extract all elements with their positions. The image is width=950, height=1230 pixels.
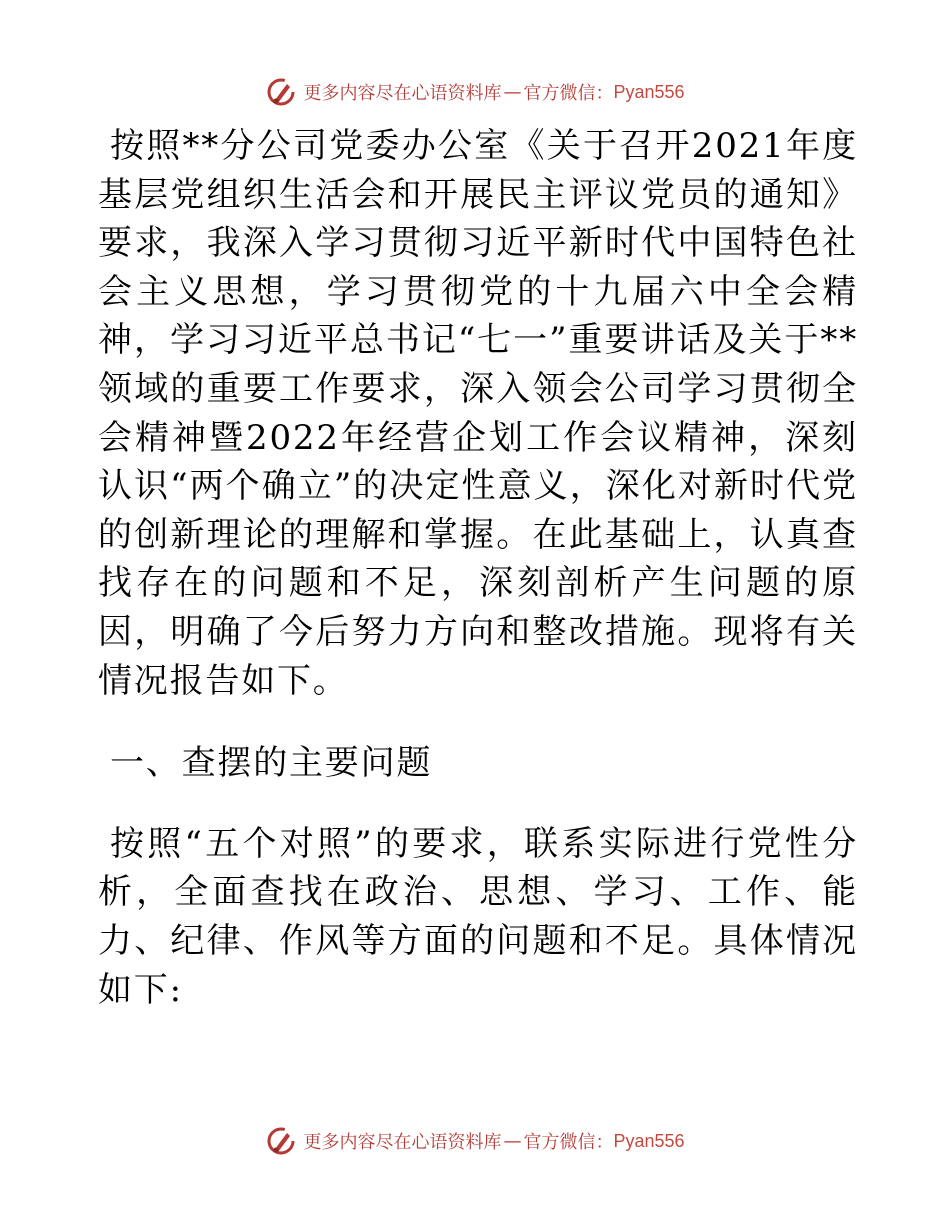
paragraph-problems: 按照“五个对照”的要求，联系实际进行党性分析，全面查找在政治、思想、学习、工作、能力、纪律、作风等方面的问题和不足。具体情况如下: <box>98 823 858 1010</box>
paragraph-intro: 按照**分公司党委办公室《关于召开2021年度基层党组织生活会和开展民主评议党员的通知》要求，我深入学习贯彻习近平新时代中国特色社会主义思想，学习贯彻党的十九届六中全会精神，学习习近平总书记“七一”重要讲话及关于**领域的重要工作要求，深入领会公司学习贯彻全会精神暨2022年经营企划工作会议精神，深刻认识“两个确立”的决定性意义，深化对新时代党的创新理论的理解和掌握。在此基础上，认真查找存在的问题和不足，深刻剖析产生问题的原因，明确了今后努力方向和整改措施。现将有关情况报告如下。 <box>98 126 858 701</box>
footer-watermark <box>0 1121 950 1161</box>
watermark-text: 更多内容尽在心语资料库 <box>303 83 502 104</box>
watermark-label: 官方微信： <box>523 1132 614 1153</box>
watermark-wechat-id: Pyan556 <box>613 1130 685 1151</box>
watermark-text: 更多内容尽在心语资料库 <box>303 1132 502 1153</box>
brush-logo-icon <box>265 1125 297 1157</box>
brush-logo-icon <box>265 76 297 108</box>
document-body <box>98 122 858 1014</box>
section-heading-1: 一、查摆的主要问题 <box>110 743 433 784</box>
header-watermark <box>0 72 950 112</box>
watermark-dash: — <box>503 81 522 103</box>
watermark-label: 官方微信： <box>523 83 614 104</box>
watermark-wechat-id: Pyan556 <box>613 81 685 102</box>
watermark-dash: — <box>503 1130 522 1152</box>
